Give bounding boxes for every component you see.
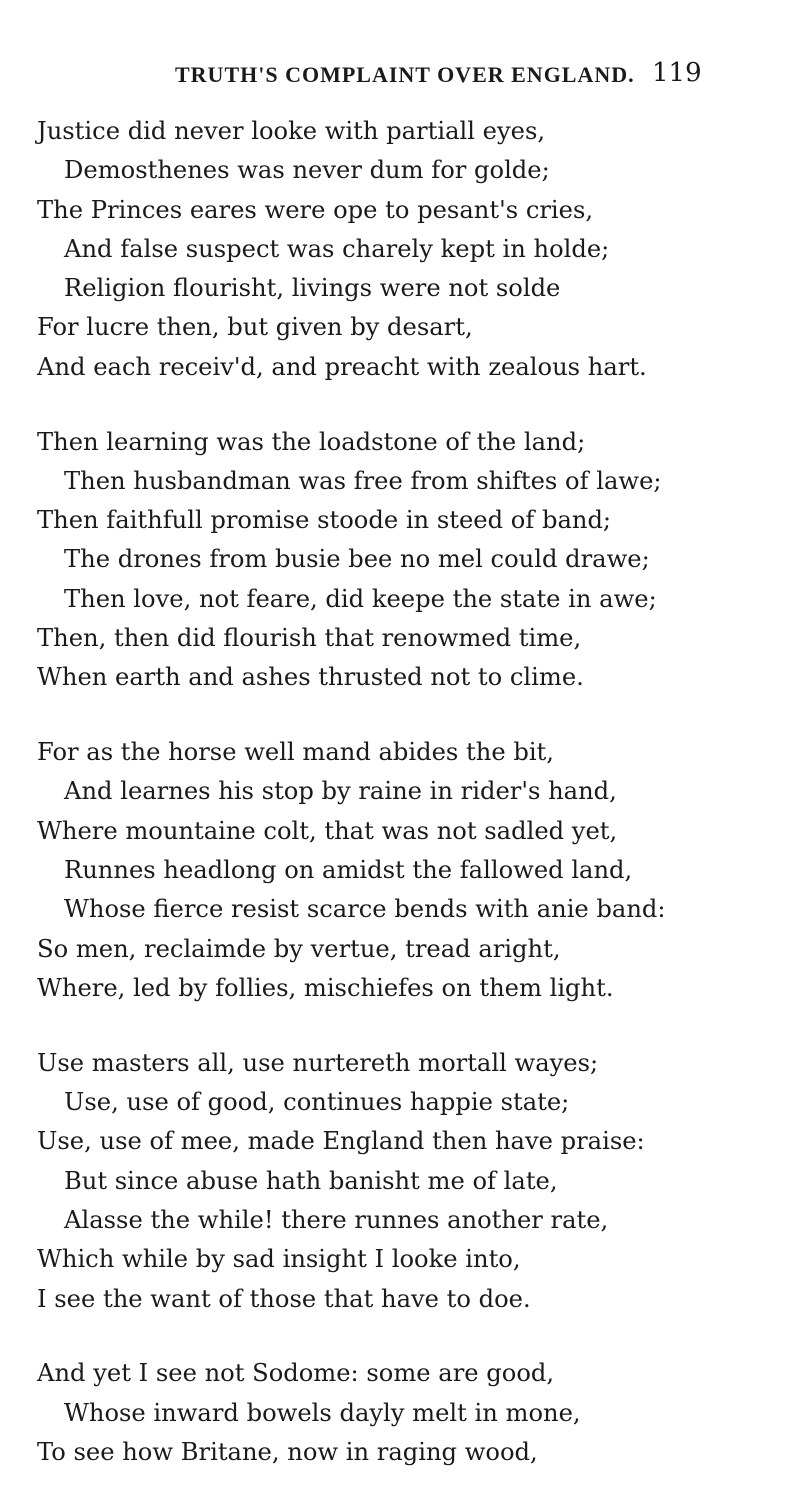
verse-line: Demosthenes was never dum for golde; [64, 156, 550, 185]
verse-line: So men, reclaimde by vertue, tread aright, [37, 934, 561, 963]
verse-line: Justice did never looke with partiall eyes, [37, 117, 546, 145]
verse-line: Then faithfull promise stoode in steed of band; [37, 506, 612, 535]
verse-line: Alasse the while! there runnes another rate, [64, 1205, 609, 1234]
verse-line: Religion flourisht, livings were not solde [64, 274, 561, 303]
verse-line: And false suspect was charely kept in holde; [64, 234, 610, 263]
verse-line: Which while by sad insight I looke into, [37, 1245, 521, 1274]
verse-line: Where, led by follies, mischiefes on them light. [37, 973, 614, 1002]
verse-line: But since abuse hath banisht me of late, [64, 1166, 558, 1195]
verse-line: Then husbandman was free from shiftes of lawe; [64, 466, 662, 495]
verse-line: I see the want of those that have to doe. [37, 1284, 531, 1313]
verse-line: Then love, not feare, did keepe the state in awe; [64, 584, 657, 613]
stanza [0, 1354, 801, 1472]
verse-line: And learnes his stop by raine in rider's hand, [64, 777, 617, 806]
poem-body [0, 112, 801, 1508]
verse-line: The drones from busie bee no mel could drawe; [64, 545, 650, 574]
page-header [0, 58, 801, 98]
verse-line: For as the horse well mand abides the bit, [37, 738, 554, 767]
verse-line: Whose inward bowels dayly melt in mone, [64, 1398, 581, 1427]
verse-line: Then learning was the loadstone of the land; [37, 427, 586, 456]
page-number: 119 [652, 58, 702, 88]
verse-line: When earth and ashes thrusted not to clime. [37, 663, 584, 692]
verse-line: The Princes eares were ope to pesant's cries, [37, 195, 594, 224]
stanza [0, 112, 801, 387]
verse-line: And each receiv'd, and preacht with zealous hart. [37, 352, 647, 381]
running-title: TRUTH'S COMPLAINT OVER ENGLAND. [175, 62, 635, 87]
verse-line: Use, use of mee, made England then have praise: [37, 1127, 645, 1156]
stanza [0, 423, 801, 698]
stanza [0, 1044, 801, 1319]
verse-line: Then, then did flourish that renowmed time, [37, 624, 582, 653]
verse-line: And yet I see not Sodome: some are good, [37, 1359, 555, 1388]
verse-line: For lucre then, but given by desart, [37, 313, 473, 342]
verse-line: Whose fierce resist scarce bends with anie band: [64, 895, 666, 924]
verse-line: Use, use of good, continues happie state; [64, 1088, 570, 1117]
verse-line: Where mountaine colt, that was not sadled yet, [37, 816, 618, 845]
verse-line: To see how Britane, now in raging wood, [37, 1437, 538, 1466]
verse-line: Use masters all, use nurtereth mortall wayes; [37, 1048, 599, 1077]
verse-line: Runnes headlong on amidst the fallowed land, [64, 856, 633, 885]
stanza [0, 733, 801, 1008]
